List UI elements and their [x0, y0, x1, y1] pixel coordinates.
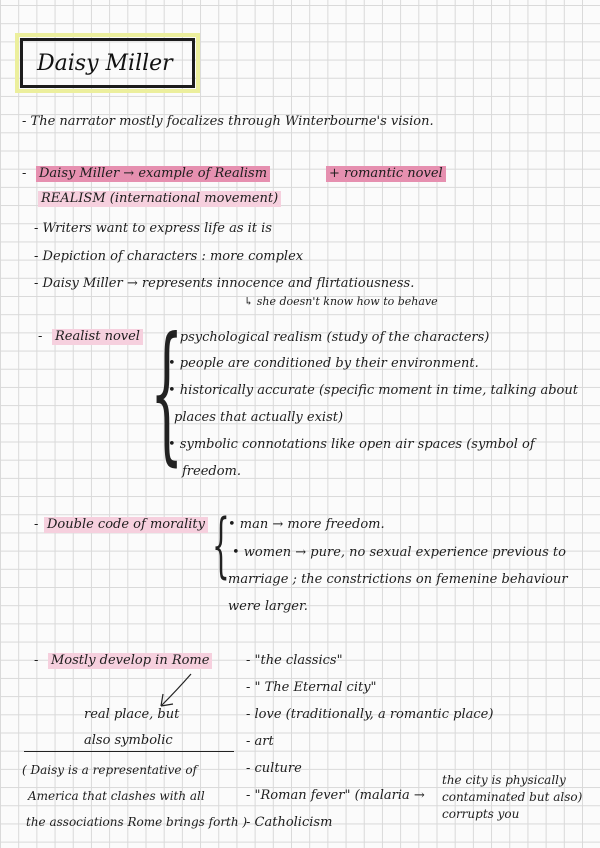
rome-list-5: - culture [246, 761, 302, 776]
malaria-note-2: contaminated but also) [442, 790, 583, 804]
rome-dash: - [34, 653, 39, 668]
double-code-item-2-cont: marriage ; the constrictions on femenine behaviour [228, 572, 568, 587]
rome-label: Mostly develop in Rome [48, 653, 212, 669]
realist-novel-item-4-cont: freedom. [182, 464, 242, 479]
double-code-label: Double code of morality [44, 517, 208, 533]
realism-dash: - [22, 166, 27, 181]
title-box [20, 38, 195, 88]
narrator-line: - The narrator mostly focalizes through Winterbourne's vision. [22, 114, 434, 129]
realist-novel-dash: - [38, 329, 43, 344]
realist-novel-item-2: • people are conditioned by their environment. [168, 356, 479, 371]
rome-list-1: - "the classics" [246, 653, 343, 668]
daisy-note-2: America that clashes with all [28, 789, 205, 803]
realist-novel-item-4: • symbolic connotations like open air spaces (symbol of [168, 437, 535, 452]
malaria-note-1: the city is physically [442, 773, 566, 787]
realism-point-2: - Depiction of characters : more complex [34, 249, 304, 264]
rome-list-4: - art [246, 734, 274, 749]
double-code-item-2-end: were larger. [228, 599, 308, 614]
realist-novel-item-3: • historically accurate (specific moment in time, talking about [168, 383, 578, 398]
realism-note: ↳ she doesn't know how to behave [244, 295, 438, 308]
rome-list-2: - " The Eternal city" [246, 680, 377, 695]
rome-arrow [155, 672, 195, 712]
realist-novel-label: Realist novel [52, 329, 143, 345]
realism-point-1: - Writers want to express life as it is [34, 221, 272, 236]
rome-list-7: - Catholicism [246, 815, 333, 830]
realism-heading-extra: + romantic novel [326, 166, 446, 182]
page-title: Daisy Miller [37, 51, 173, 76]
underline-rule [24, 751, 234, 752]
daisy-note-1: ( Daisy is a representative of [22, 763, 197, 777]
realist-novel-item-1: • psychological realism (study of the characters) [168, 330, 490, 345]
rome-list-3: - love (traditionally, a romantic place) [246, 707, 494, 722]
rome-list-6: - "Roman fever" (malaria → [246, 788, 425, 803]
double-code-dash: - [34, 517, 39, 532]
brace-double-code: { [212, 504, 230, 586]
realism-label: REALISM (international movement) [38, 191, 281, 207]
real-place-line-2: also symbolic [84, 733, 173, 748]
double-code-item-2: • women → pure, no sexual experience previous to [232, 545, 566, 560]
double-code-item-1: • man → more freedom. [228, 517, 385, 532]
malaria-note-3: corrupts you [442, 807, 520, 821]
daisy-note-3: the associations Rome brings forth ) [26, 815, 248, 829]
realism-heading: Daisy Miller → example of Realism [36, 166, 270, 182]
realism-point-3: - Daisy Miller → represents innocence and flirtatiousness. [34, 276, 415, 291]
realist-novel-item-3-cont: places that actually exist) [174, 410, 344, 425]
brace-realist-novel: { [150, 306, 184, 480]
real-place-line-1: real place, but [84, 707, 180, 722]
